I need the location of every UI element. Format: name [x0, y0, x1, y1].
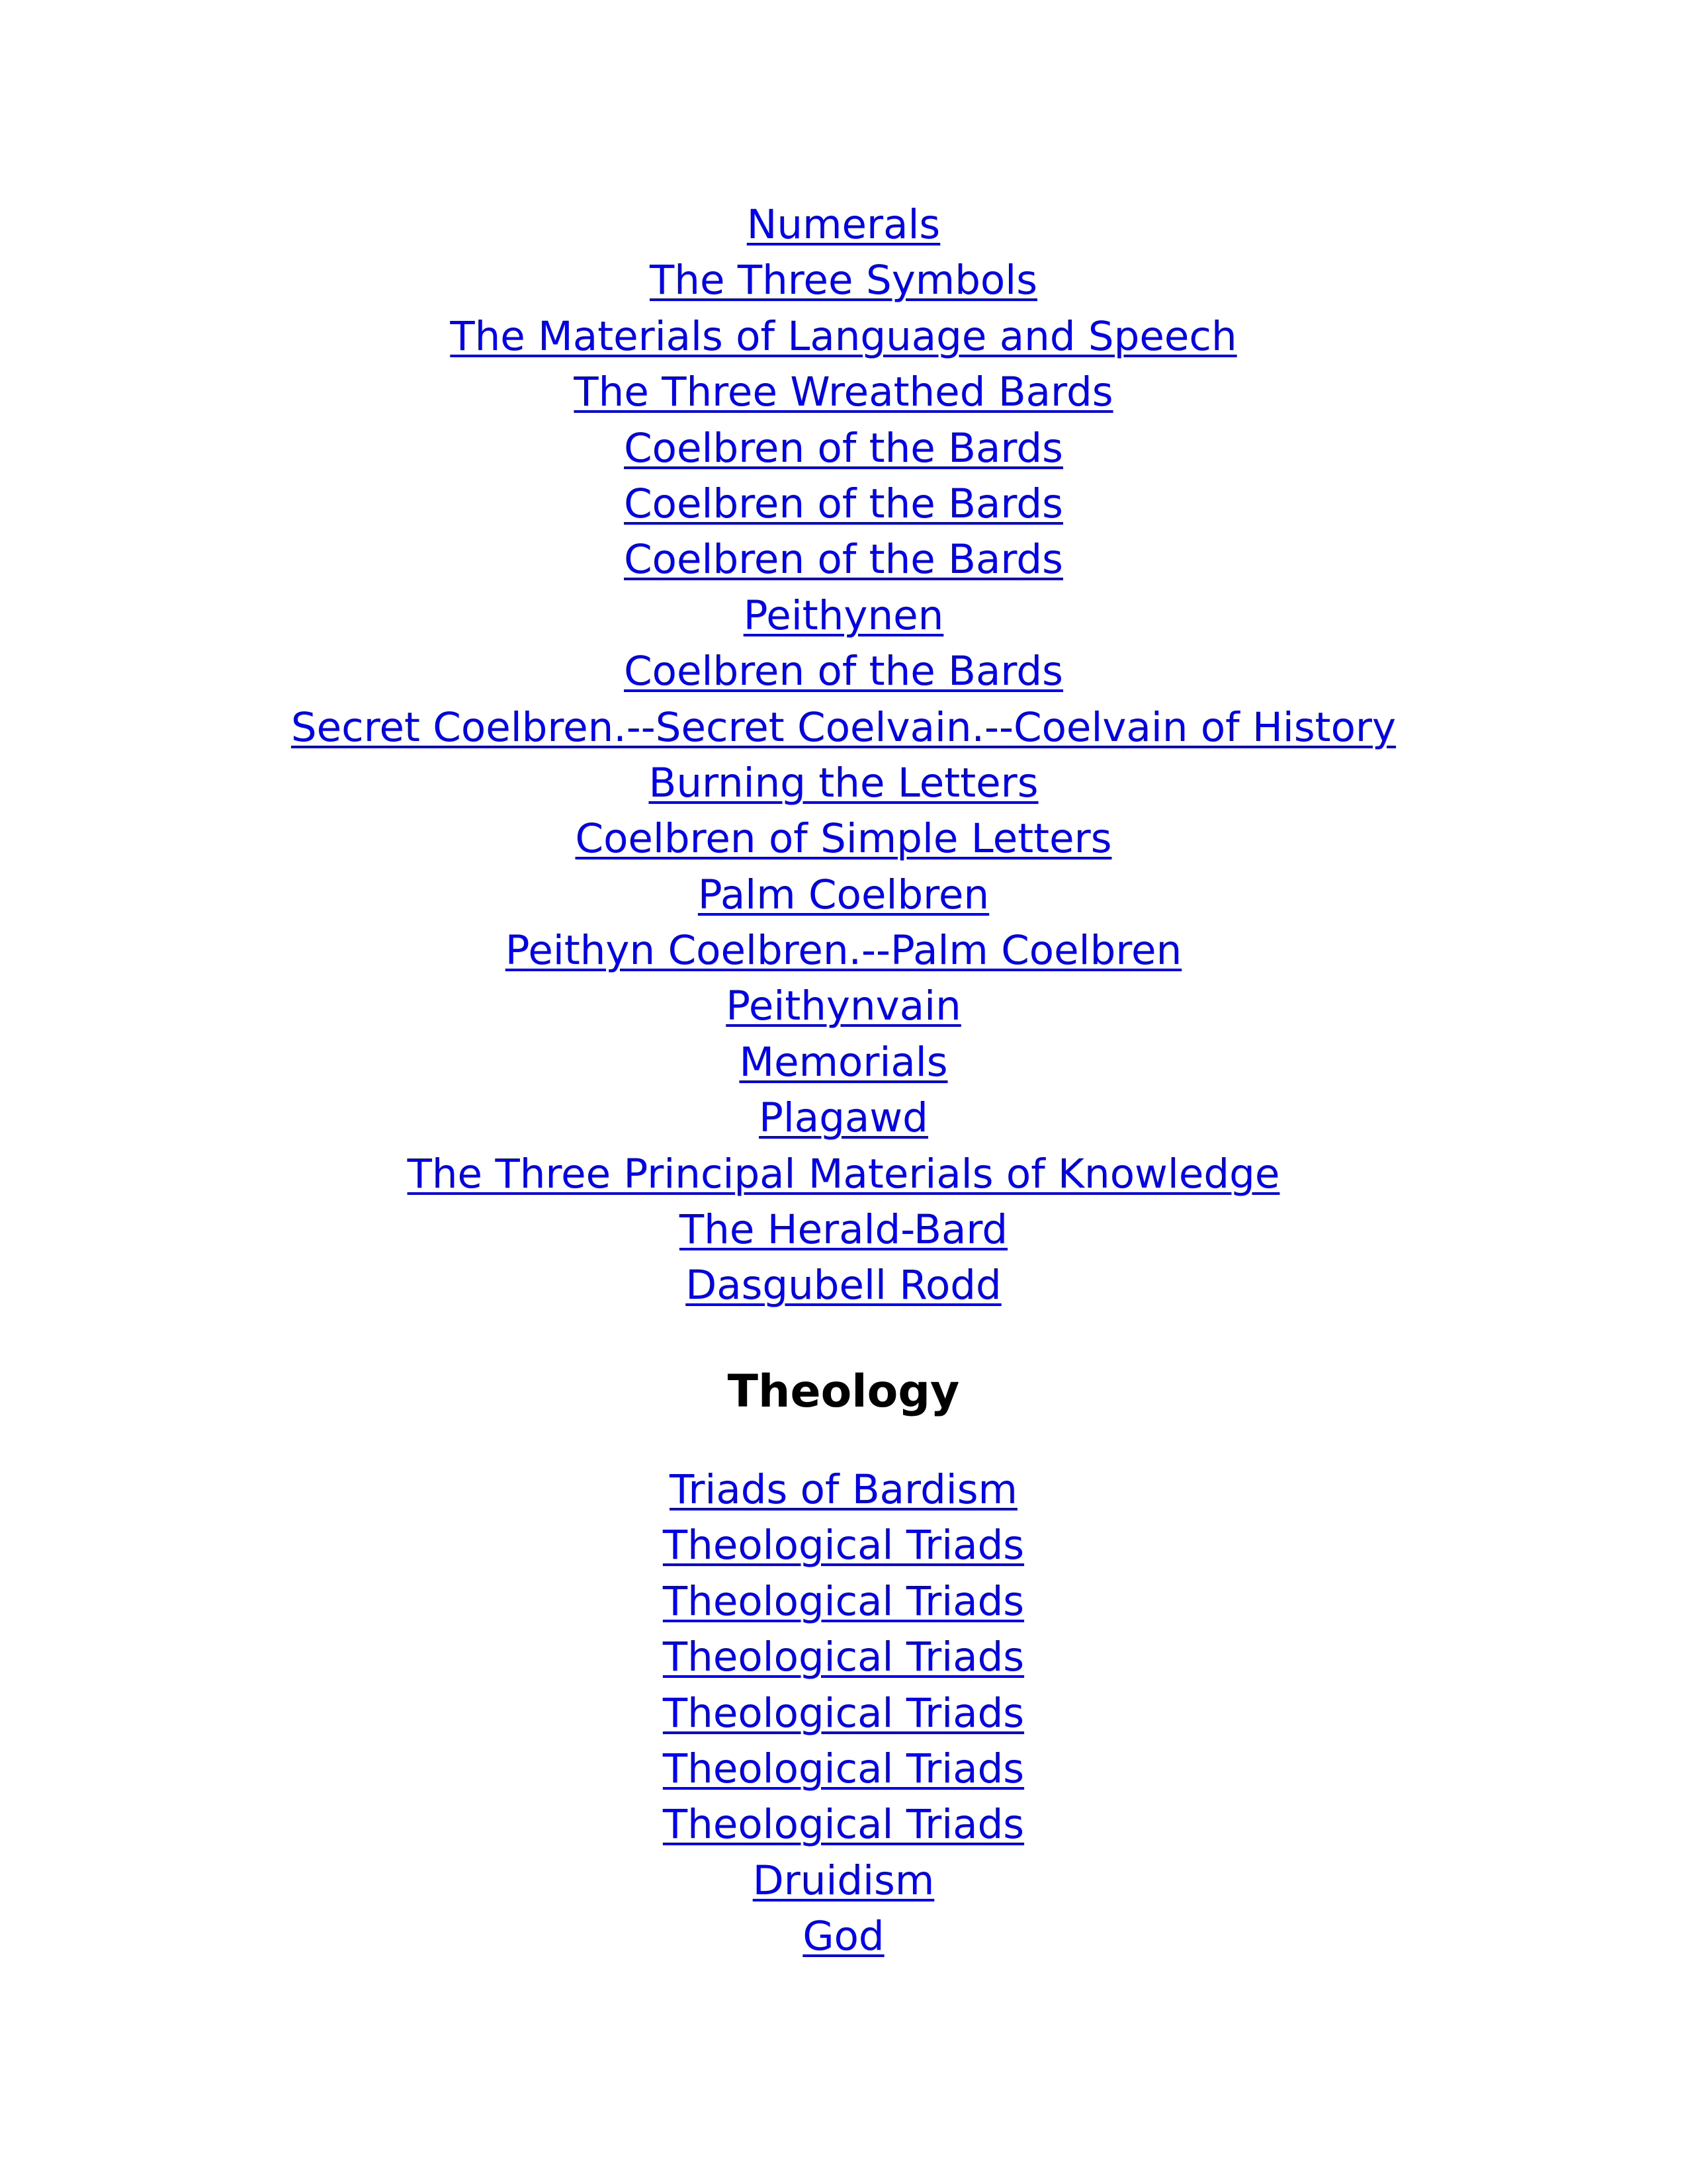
toc-link[interactable]: Coelbren of Simple Letters [575, 815, 1112, 863]
toc-link[interactable]: God [802, 1913, 885, 1960]
toc-link[interactable]: Peithyn Coelbren.--Palm Coelbren [505, 927, 1182, 975]
toc-link[interactable]: Numerals [746, 201, 941, 248]
toc-link[interactable]: Coelbren of the Bards [624, 480, 1063, 527]
toc-link[interactable]: Theological Triads [662, 1801, 1025, 1849]
toc-list-lower [0, 1462, 1687, 1965]
toc-link[interactable]: Coelbren of the Bards [624, 424, 1063, 472]
toc-link[interactable]: The Herald-Bard [679, 1206, 1008, 1254]
toc-link[interactable]: The Materials of Language and Speech [450, 312, 1237, 360]
toc-link[interactable]: Druidism [752, 1856, 935, 1904]
toc-link[interactable]: Theological Triads [662, 1577, 1025, 1625]
toc-link[interactable]: The Three Symbols [650, 257, 1037, 304]
toc-link[interactable]: Peithynen [743, 591, 944, 639]
toc-link[interactable]: Theological Triads [662, 1689, 1025, 1737]
toc-link[interactable]: Secret Coelbren.--Secret Coelvain.--Coelvain of History [290, 703, 1397, 751]
toc-link[interactable]: Theological Triads [662, 1745, 1025, 1792]
toc-link[interactable]: Burning the Letters [648, 759, 1039, 807]
toc-link[interactable]: Coelbren of the Bards [624, 536, 1063, 584]
section-heading: Theology [727, 1366, 960, 1418]
toc-link[interactable]: Dasgubell Rodd [685, 1262, 1002, 1309]
toc-link[interactable]: Plagawd [759, 1094, 928, 1142]
toc-link[interactable]: Theological Triads [662, 1522, 1025, 1569]
toc-link[interactable]: Theological Triads [662, 1634, 1025, 1681]
toc-link[interactable]: Peithynvain [726, 983, 961, 1030]
toc-list-upper [0, 197, 1687, 1314]
toc-link[interactable]: Memorials [739, 1038, 948, 1086]
toc-link[interactable]: Triads of Bardism [670, 1466, 1017, 1513]
toc-link[interactable]: Coelbren of the Bards [624, 648, 1063, 695]
toc-link[interactable]: The Three Wreathed Bards [574, 369, 1113, 416]
toc-link[interactable]: Palm Coelbren [697, 871, 990, 918]
toc-link[interactable]: The Three Principal Materials of Knowledge [407, 1150, 1280, 1198]
